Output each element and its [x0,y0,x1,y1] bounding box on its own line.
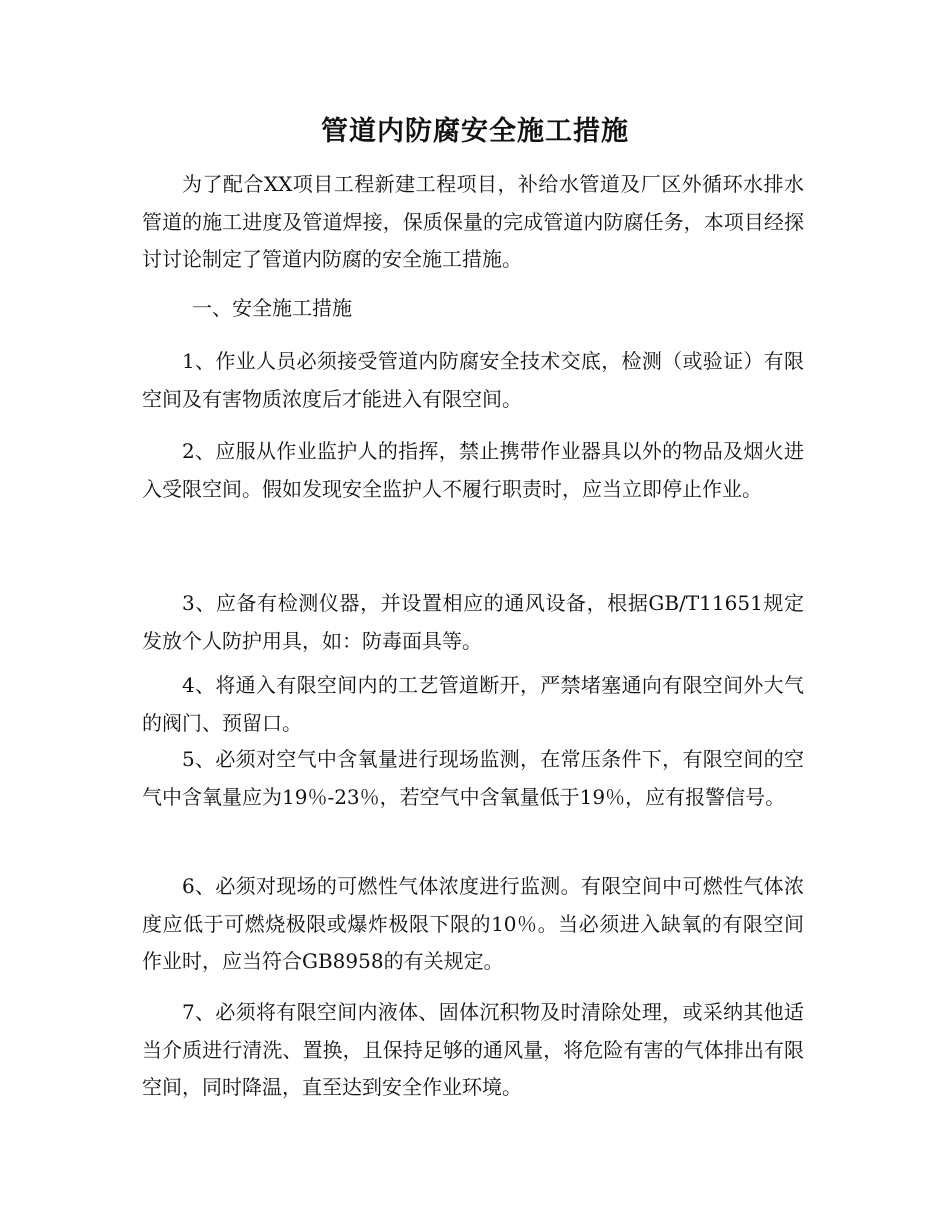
measure-item-2: 2、应服从作业监护人的指挥，禁止携带作业器具以外的物品及烟火进入受限空间。假如发现安全监护人不履行职责时，应当立即停止作业。 [142,439,804,501]
intro-paragraph: 为了配合XX项目工程新建工程项目，补给水管道及厂区外循环水排水管道的施工进度及管道焊接，保质保量的完成管道内防腐任务，本项目经探讨讨论制定了管道内防腐的安全施工措施。 [142,172,804,271]
measure-item-1: 1、作业人员必须接受管道内防腐安全技术交底，检测（或验证）有限空间及有害物质浓度后才能进入有限空间。 [142,349,804,411]
document-title: 管道内防腐安全施工措施 [321,116,629,147]
measure-item-5: 5、必须对空气中含氧量进行现场监测，在常压条件下，有限空间的空气中含氧量应为19％-23％，若空气中含氧量低于19％，应有报警信号。 [142,747,804,809]
measure-item-6: 6、必须对现场的可燃性气体浓度进行监测。有限空间中可燃性气体浓度应低于可燃烧极限或爆炸极限下限的10％。当必须进入缺氧的有限空间作业时，应当符合GB8958的有关规定。 [142,874,804,973]
measure-item-4: 4、将通入有限空间内的工艺管道断开，严禁堵塞通向有限空间外大气的阀门、预留口。 [142,673,804,735]
measure-item-7: 7、必须将有限空间内液体、固体沉积物及时清除处理，或采纳其他适当介质进行清洗、置换，且保持足够的通风量，将危险有害的气体排出有限空间，同时降温，直至达到安全作业环境。 [142,1000,804,1099]
section-heading: 一、安全施工措施 [192,296,352,320]
measure-item-3: 3、应备有检测仪器，并设置相应的通风设备，根据GB/T11651规定发放个人防护用具，如：防毒面具等。 [142,591,804,653]
